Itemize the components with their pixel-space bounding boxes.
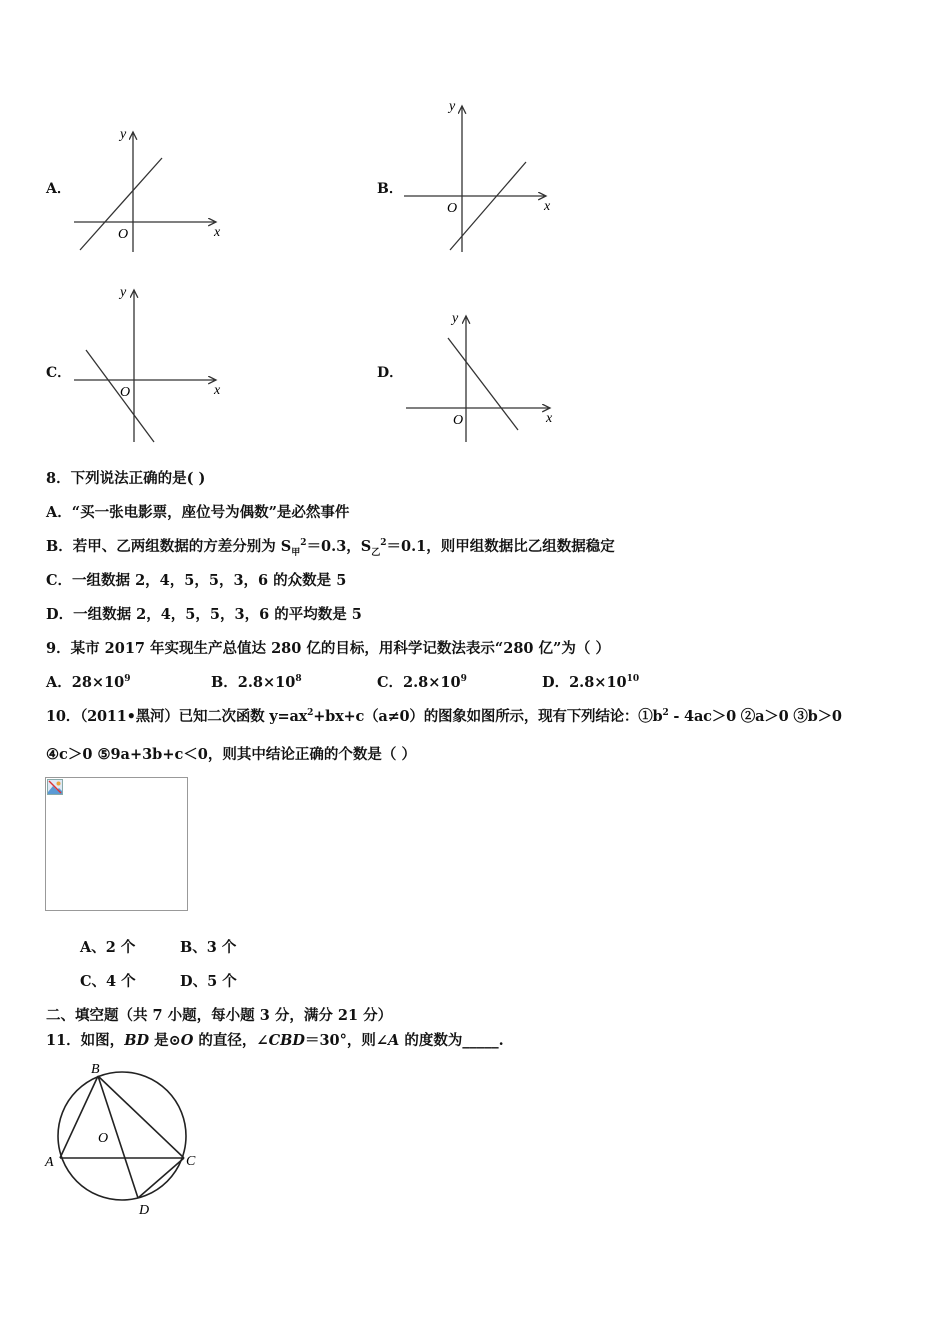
x-label: x (214, 225, 221, 240)
q8-option-b: B．若甲、乙两组数据的方差分别为 $S_甲^2=0.3$，$S_乙^2=0.1$，则甲组数据比乙组数据稳定 (46, 538, 615, 558)
y-label: y (120, 127, 127, 142)
circle (58, 1072, 186, 1200)
graph-option-b (400, 96, 570, 256)
x-label: x (544, 199, 551, 214)
q9-option-a: A．$28\times 10^9$ (46, 674, 131, 691)
x-label: x (214, 383, 221, 398)
q8-stem: 8．下列说法正确的是( ) (46, 470, 206, 487)
q10-option-a: A、2 个 (80, 939, 136, 956)
q9-option-d: D．$2.8\times 10^{10}$ (542, 674, 640, 691)
q8-option-c: C．一组数据 2，4，5，5，3，6 的众数是 5 (46, 572, 347, 589)
q9-option-c: C．$2.8\times 10^9$ (377, 674, 467, 691)
graph-option-c (70, 282, 230, 447)
q11-circle-figure (40, 1058, 205, 1218)
q9-stem: 9．某市 2017 年实现生产总值达 280 亿的目标，用科学记数法表示“280 亿”为（ ） (46, 640, 610, 657)
option-c-label: C． (46, 365, 72, 381)
graph-option-a (70, 120, 230, 260)
y-label: y (449, 99, 456, 114)
origin-label: O (447, 201, 458, 216)
y-label: y (452, 311, 459, 326)
option-d-label: D． (377, 365, 404, 381)
q10-figure-placeholder (45, 777, 188, 911)
section-2-heading: 二、填空题（共 7 小题，每小题 3 分，满分 21 分） (46, 1007, 393, 1024)
q10-option-b: B、3 个 (180, 939, 237, 956)
q11-stem: 11．如图，BD 是⊙O 的直径，∠CBD＝30°，则∠A 的度数为_____. (46, 1032, 504, 1049)
origin-label: O (453, 413, 464, 428)
label-a: A (45, 1155, 54, 1170)
q8-option-a: A．“买一张电影票，座位号为偶数”是必然事件 (46, 504, 350, 521)
q8-option-d: D．一组数据 2，4，5，5，3，6 的平均数是 5 (46, 606, 362, 623)
x-label: x (546, 411, 553, 426)
origin-label: O (120, 385, 131, 400)
q10-option-d: D、5 个 (180, 973, 237, 990)
q10-stem-line2: ④c＞0 ⑤9a+3b+c＜0，则其中结论正确的个数是（ ） (46, 746, 416, 763)
origin-label: O (118, 227, 129, 242)
q10-option-c: C、4 个 (80, 973, 136, 990)
q9-option-b: B．$2.8\times 10^8$ (211, 674, 302, 691)
label-o: O (98, 1131, 109, 1146)
label-d: D (139, 1203, 150, 1218)
label-c: C (186, 1154, 196, 1169)
chord-cd (138, 1158, 184, 1198)
q10-stem-line1: 10．（2011•黑河）已知二次函数 $y=ax^2+bx+c(a\ne 0)$的图象如图所示，现有下列结论：$①b^2 - 4ac>0$ ②a＞0 ③b＞0 (46, 708, 842, 725)
option-a-label: A． (46, 181, 71, 197)
option-b-label: B． (377, 181, 403, 197)
label-b: B (91, 1062, 100, 1077)
y-label: y (120, 285, 127, 300)
graph-option-d (400, 308, 570, 448)
broken-image-icon (47, 779, 63, 795)
